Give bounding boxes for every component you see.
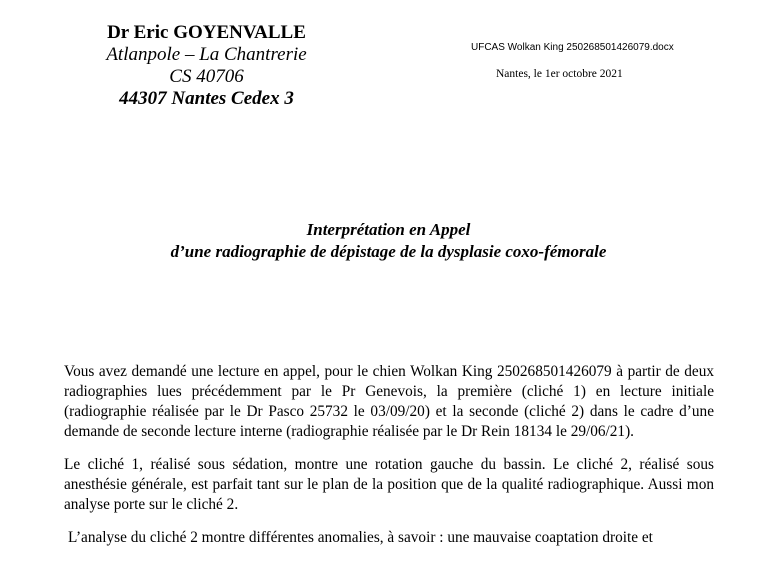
sender-city: 44307 Nantes Cedex 3: [119, 88, 294, 109]
sender-block: [84, 22, 329, 110]
sender-address-line1: Atlanpole – La Chantrerie: [106, 44, 307, 65]
title-line1: Interprétation en Appel: [306, 220, 471, 239]
sender-address-line2: CS 40706: [169, 66, 244, 87]
sender-name: Dr Eric GOYENVALLE: [107, 22, 306, 43]
body-paragraph-1: Vous avez demandé une lecture en appel, pour le chien Wolkan King 250268501426079 à partir de deux radiographies lues précédemment par le Pr Genevois, la première (cliché 1) en lecture initiale (radiographie réalisée par le Dr Pasco 25732 le 03/09/20) et la seconde (cliché 2) dans le cadre d’une demande de seconde lecture interne (radiographie réalisée par le Dr Rein 18134 le 29/06/21).: [64, 363, 714, 440]
document-body: [64, 362, 714, 561]
document-title: [0, 219, 777, 263]
document-date: Nantes, le 1er octobre 2021: [496, 68, 623, 80]
body-paragraph-2: Le cliché 1, réalisé sous sédation, montre une rotation gauche du bassin. Le cliché 2, réalisé sous anesthésie générale, est parfait tant sur le plan de la position que de la qualité radiographique. Aussi mon analyse porte sur le cliché 2.: [64, 456, 714, 513]
title-line2: d’une radiographie de dépistage de la dysplasie coxo-fémorale: [170, 242, 607, 261]
body-paragraph-3: L’analyse du cliché 2 montre différentes anomalies, à savoir : une mauvaise coaptation droite et: [68, 529, 653, 546]
document-filename: UFCAS Wolkan King 250268501426079.docx: [471, 42, 674, 53]
